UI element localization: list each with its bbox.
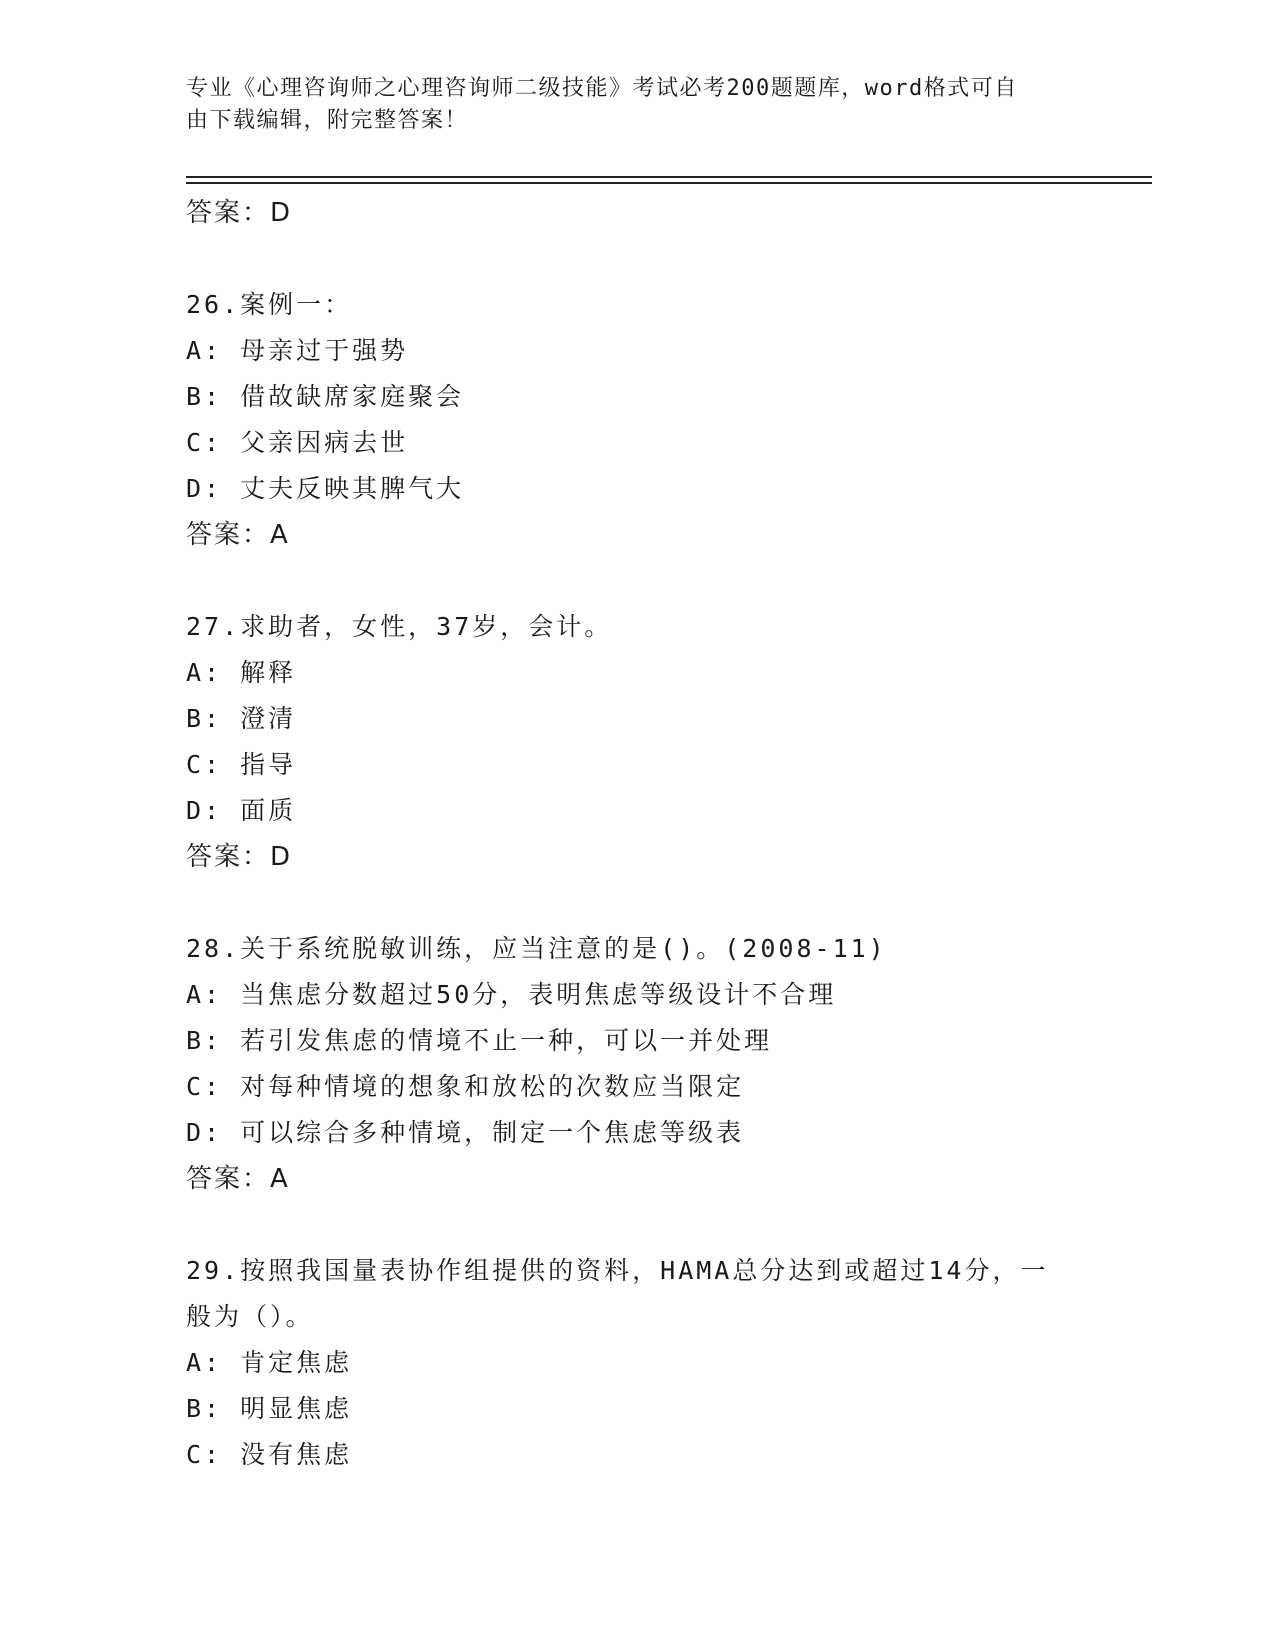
header-rule-top	[186, 176, 1152, 178]
option-d: D: 丈夫反映其脾气大	[186, 474, 465, 503]
option-b: B: 明显焦虑	[186, 1394, 353, 1423]
spacer	[186, 558, 1152, 604]
answer: 答案：D	[186, 842, 293, 872]
question-stem: 27.求助者，女性，37岁，会计。	[186, 612, 613, 641]
spacer	[186, 880, 1152, 926]
option-a: A: 当焦虑分数超过50分，表明焦虑等级设计不合理	[186, 980, 837, 1009]
question-list	[186, 190, 1152, 1478]
question-28	[186, 926, 1152, 1202]
option-b: B: 澄清	[186, 704, 297, 733]
question-26	[186, 282, 1152, 558]
option-b: B: 若引发焦虑的情境不止一种，可以一并处理	[186, 1026, 773, 1055]
option-d: D: 可以综合多种情境，制定一个焦虑等级表	[186, 1118, 745, 1147]
header-rule-bottom	[186, 182, 1152, 184]
header-line-2: 由下载编辑，附完整答案！	[186, 108, 469, 133]
option-a: A: 肯定焦虑	[186, 1348, 353, 1377]
answer: 答案：A	[186, 520, 290, 550]
option-c: C: 没有焦虑	[186, 1440, 353, 1469]
answer: 答案：A	[186, 1164, 290, 1194]
question-stem: 26.案例一：	[186, 290, 353, 319]
option-a: A: 母亲过于强势	[186, 336, 409, 365]
question-stem: 28.关于系统脱敏训练，应当注意的是()。(2008-11)	[186, 934, 887, 963]
spacer	[186, 1202, 1152, 1248]
option-c: C: 指导	[186, 750, 297, 779]
document-header	[186, 73, 1066, 137]
spacer	[186, 236, 1152, 282]
answer-25: 答案：D	[186, 198, 293, 228]
question-stem-line-1: 29.按照我国量表协作组提供的资料，HAMA总分达到或超过14分，一	[186, 1256, 1049, 1285]
option-d: D: 面质	[186, 796, 297, 825]
option-c: C: 对每种情境的想象和放松的次数应当限定	[186, 1072, 745, 1101]
question-stem-line-2: 般为（）。	[186, 1302, 314, 1331]
question-29	[186, 1248, 1152, 1478]
question-27	[186, 604, 1152, 880]
header-line-1: 专业《心理咨询师之心理咨询师二级技能》考试必考200题题库，word格式可自	[186, 76, 1018, 101]
option-a: A: 解释	[186, 658, 297, 687]
option-b: B: 借故缺席家庭聚会	[186, 382, 465, 411]
option-c: C: 父亲因病去世	[186, 428, 409, 457]
